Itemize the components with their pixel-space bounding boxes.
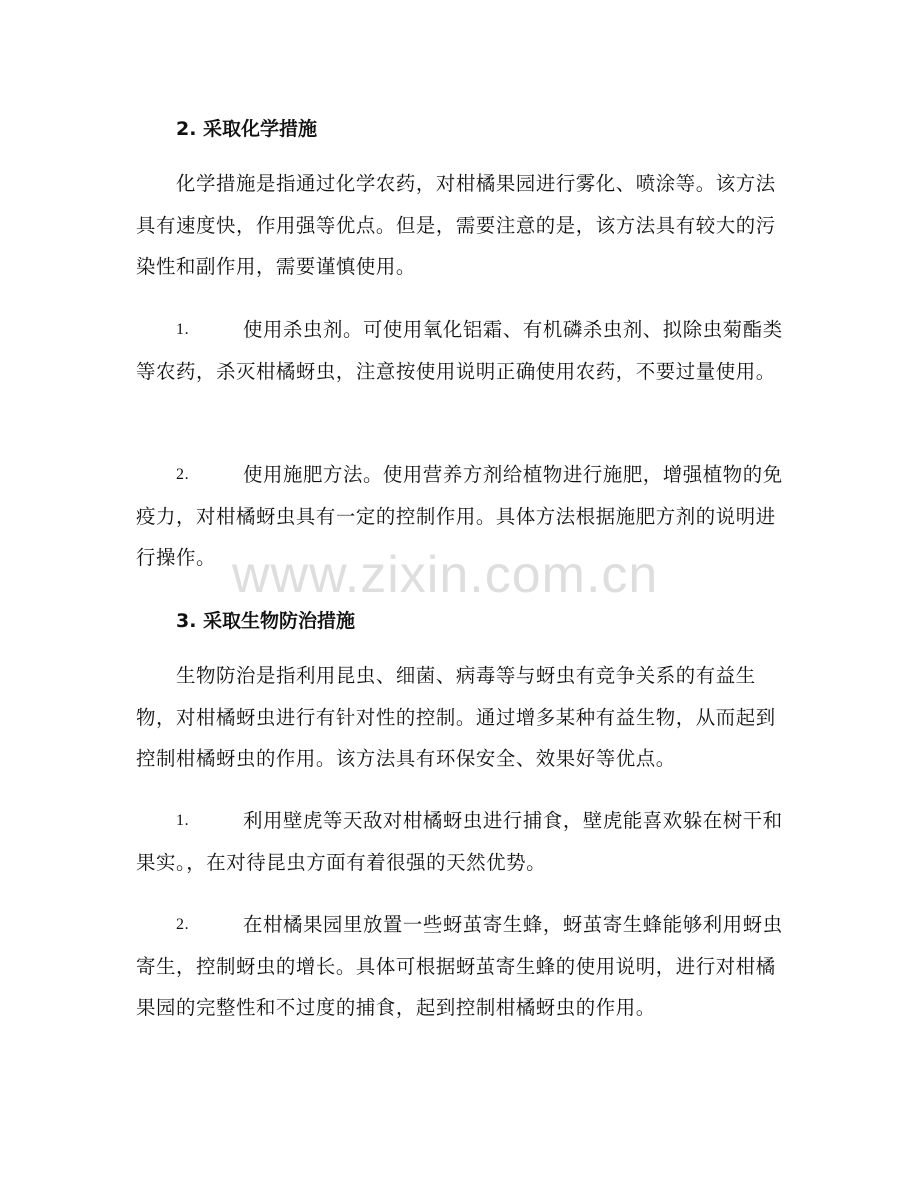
section-2-heading: 2. 采取化学措施 [176,118,318,140]
watermark: www.zixin.com.cn [232,546,659,604]
section-3-item-1 [136,800,786,883]
section-3-item-2 [136,904,786,1029]
list-text: 使用施肥方法。使用营养方剂给植物进行施肥，增强植物的免疫力，对柑橘蚜虫具有一定的控制作用。具体方法根据施肥方剂的说明进行操作。 [136,463,783,569]
list-number: 2. [176,466,190,483]
section-3-intro: 生物防治是指利用昆虫、细菌、病毒等与蚜虫有竞争关系的有益生物，对柑橘蚜虫进行有针对性的控制。通过增多某种有益生物，从而起到控制柑橘蚜虫的作用。该方法具有环保安全、效果好等优点。 [136,664,776,770]
list-text: 在柑橘果园里放置一些蚜茧寄生蜂，蚜茧寄生蜂能够利用蚜虫寄生，控制蚜虫的增长。具体可根据蚜茧寄生蜂的使用说明，进行对柑橘果园的完整性和不过度的捕食，起到控制柑橘蚜虫的作用。 [136,913,783,1019]
section-2-item-1 [136,309,786,392]
section-3-heading: 3. 采取生物防治措施 [176,610,356,632]
list-number: 1. [176,321,190,338]
list-text: 利用壁虎等天敌对柑橘蚜虫进行捕食，壁虎能喜欢躲在树干和果实。，在对待昆虫方面有着很强的天然优势。 [136,809,783,874]
list-text: 使用杀虫剂。可使用氧化铝霜、有机磷杀虫剂、拟除虫菊酯类等农药，杀灭柑橘蚜虫，注意按使用说明正确使用农药，不要过量使用。 [136,318,783,383]
list-number: 1. [176,812,190,829]
list-number: 2. [176,916,190,933]
section-2-item-2 [136,454,786,579]
section-2-intro: 化学措施是指通过化学农药，对柑橘果园进行雾化、喷涂等。该方法具有速度快，作用强等优点。但是，需要注意的是，该方法具有较大的污染性和副作用，需要谨慎使用。 [136,172,776,278]
